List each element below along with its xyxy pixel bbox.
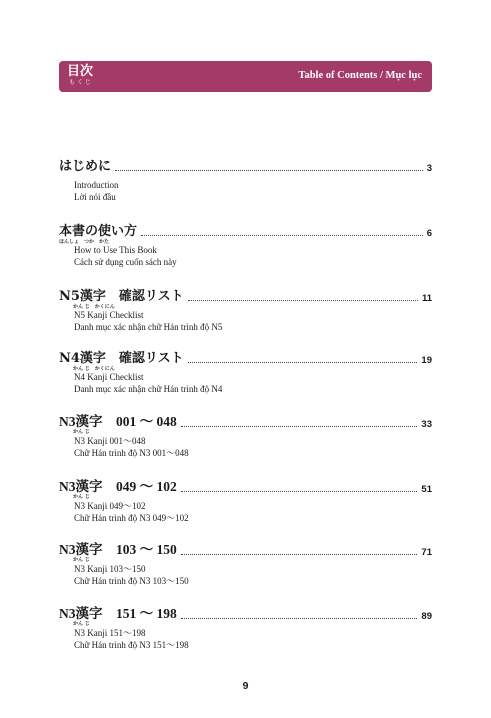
header-jp-ruby: もくじ (69, 79, 94, 86)
toc-entry-row[interactable] (59, 349, 432, 372)
toc-entry-n3-049-102[interactable] (59, 478, 432, 524)
toc-header-banner (59, 61, 432, 92)
toc-subtitle-vi: Cách sử dụng cuốn sách này (74, 257, 177, 267)
toc-entry-row[interactable] (59, 541, 432, 563)
title-ruby: かん じ (73, 494, 90, 500)
toc-entry-n3-151-198[interactable] (59, 605, 432, 651)
toc-entry-title (59, 479, 177, 500)
toc-page-number: 51 (421, 484, 432, 495)
dot-leader (181, 491, 418, 492)
title-text: 本書の使い方 (59, 224, 138, 239)
title-ruby: かん じ かくにん (73, 366, 115, 372)
dot-leader (181, 554, 418, 555)
toc-entry-title (59, 289, 184, 310)
toc-entry-n4-checklist[interactable] (59, 349, 432, 395)
toc-subtitle-vi: Danh mục xác nhận chữ Hán trình độ N4 (74, 384, 223, 394)
title-text: N5漢字 確認リスト (59, 289, 184, 304)
toc-subtitle-en: N3 Kanji 049～102 (74, 501, 146, 511)
header-jp-block (67, 64, 93, 86)
toc-entry-row[interactable] (59, 413, 432, 435)
toc-subtitle-vi: Chữ Hán trình độ N3 049～102 (74, 513, 189, 523)
title-ruby: かん じ (73, 557, 90, 563)
dot-leader (188, 362, 418, 363)
toc-entry-title (59, 414, 177, 435)
page-number: 9 (242, 680, 249, 692)
toc-subtitle-vi: Chữ Hán trình độ N3 103～150 (74, 576, 189, 586)
toc-entry-row[interactable] (59, 222, 432, 245)
dot-leader (188, 300, 418, 301)
toc-subtitle-en: N3 Kanji 151～198 (74, 628, 146, 638)
title-ruby: かん じ (73, 429, 90, 435)
toc-entry-introduction[interactable] (59, 157, 432, 203)
toc-page-number: 89 (421, 611, 432, 622)
toc-subtitle-vi: Danh mục xác nhận chữ Hán trình độ N5 (74, 322, 223, 332)
toc-entry-title: はじめに (59, 159, 112, 174)
toc-entry-title (59, 224, 138, 245)
toc-subtitle-vi: Chữ Hán trình độ N3 001～048 (74, 448, 189, 458)
toc-subtitle-en: Introduction (74, 180, 119, 190)
title-text: N3漢字 151 ～ 198 (59, 606, 177, 621)
toc-entry-row[interactable] (59, 287, 432, 310)
toc-subtitle-en: N4 Kanji Checklist (74, 372, 144, 382)
toc-page-number: 19 (421, 355, 432, 366)
title-text: N3漢字 001 ～ 048 (59, 414, 177, 429)
toc-entry-title (59, 351, 184, 372)
toc-entry-row[interactable] (59, 157, 432, 175)
title-ruby: かん じ かくにん (73, 304, 115, 310)
toc-entry-n5-checklist[interactable] (59, 287, 432, 333)
toc-page-number: 33 (421, 419, 432, 430)
toc-subtitle-en: N3 Kanji 103～150 (74, 564, 146, 574)
title-ruby: ほんしょ つか かた (59, 239, 110, 245)
dot-leader (115, 170, 423, 171)
title-text: N3漢字 049 ～ 102 (59, 479, 177, 494)
toc-entry-row[interactable] (59, 478, 432, 500)
toc-entry-how-to-use[interactable] (59, 222, 432, 268)
title-ruby: かん じ (73, 621, 90, 627)
toc-subtitle-vi: Chữ Hán trình độ N3 151～198 (74, 640, 189, 650)
header-en-title: Table of Contents / Mục lục (298, 70, 422, 81)
toc-page-number: 71 (421, 547, 432, 558)
toc-page-number: 11 (421, 293, 432, 304)
title-text: N4漢字 確認リスト (59, 351, 184, 366)
toc-subtitle-en: How to Use This Book (74, 245, 157, 255)
dot-leader (141, 235, 423, 236)
dot-leader (181, 618, 418, 619)
title-text: N3漢字 103 ～ 150 (59, 542, 177, 557)
toc-entry-n3-001-048[interactable] (59, 413, 432, 459)
toc-entry-title (59, 606, 177, 627)
toc-subtitle-vi: Lời nói đầu (74, 192, 116, 202)
toc-entry-title (59, 542, 177, 563)
toc-subtitle-en: N3 Kanji 001～048 (74, 436, 146, 446)
toc-page-number: 3 (426, 163, 432, 174)
dot-leader (181, 426, 418, 427)
toc-entry-row[interactable] (59, 605, 432, 627)
header-jp-title: 目次 (67, 64, 94, 79)
toc-entry-n3-103-150[interactable] (59, 541, 432, 587)
toc-page-number: 6 (426, 228, 432, 239)
toc-subtitle-en: N5 Kanji Checklist (74, 310, 144, 320)
